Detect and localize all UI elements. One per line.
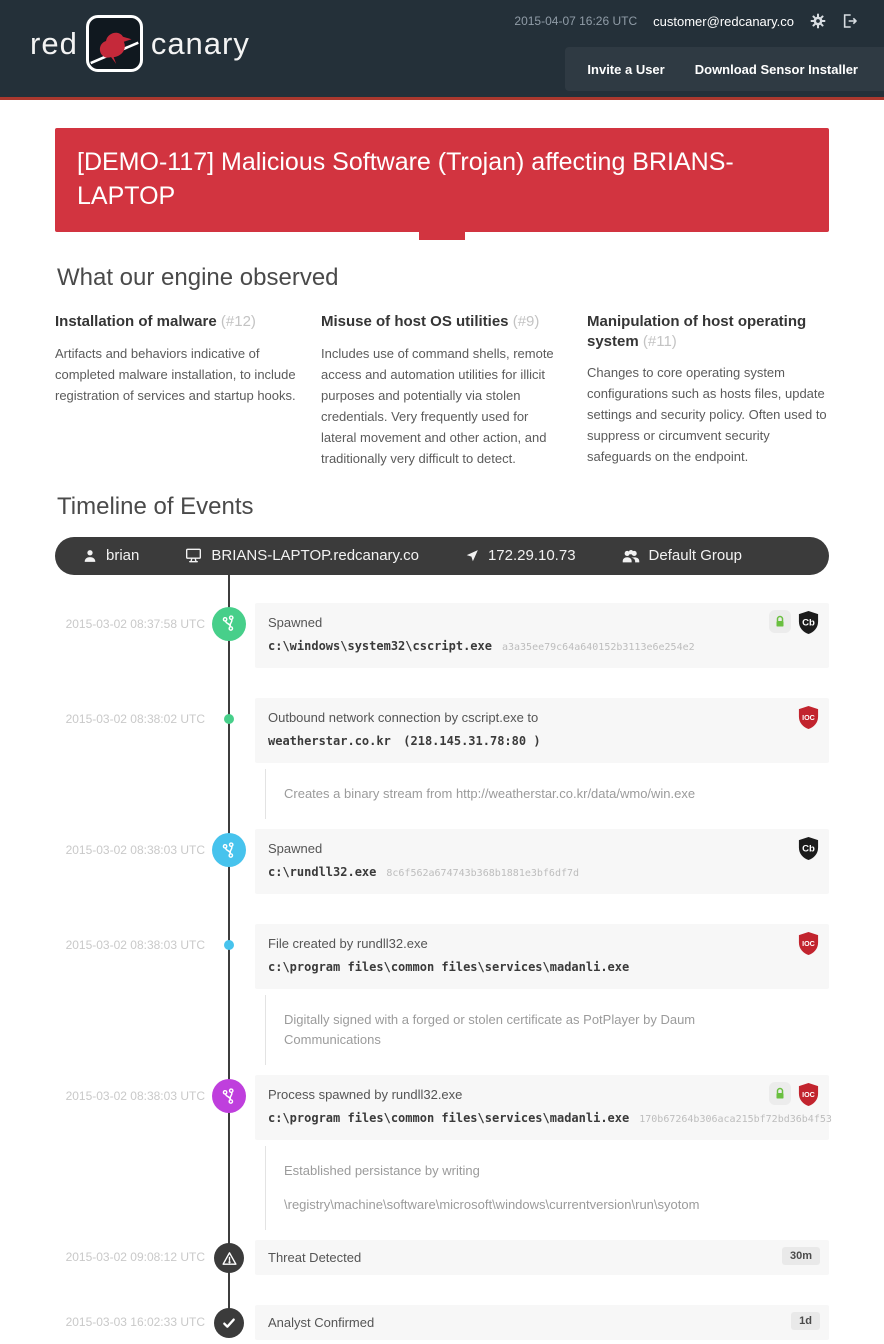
- note-text: Digitally signed with a forged or stolen certificate as PotPlayer by Daum Communications: [284, 1012, 696, 1047]
- note-text: Established persistance by writing: [284, 1163, 480, 1179]
- monitor-icon: [185, 548, 202, 563]
- lock-icon: [774, 615, 786, 628]
- category-count: (#11): [642, 332, 677, 350]
- top-header: [0, 0, 884, 100]
- settings-gear-icon[interactable]: [810, 13, 826, 29]
- event-card: [255, 1075, 832, 1140]
- logo-text-canary: canary: [150, 25, 250, 61]
- endpoint-ip-label: 172.29.10.73: [487, 547, 576, 565]
- svg-text:IOC: IOC: [802, 1091, 815, 1100]
- event-path: c:\program files\common files\services\madanli.exe: [268, 1111, 630, 1126]
- endpoint-group: [622, 547, 742, 564]
- timeline-heading: Timeline of Events: [57, 492, 254, 520]
- process-fork-icon: [212, 607, 246, 641]
- event-hash: 170b67264b306aca215bf72bd36b4f53: [639, 1114, 832, 1126]
- signed-lock-badge[interactable]: [769, 1082, 791, 1105]
- event-title: File created by rundll32.exe: [268, 936, 428, 952]
- timeline-event: [55, 1305, 829, 1340]
- event-timeline: [55, 603, 832, 1344]
- category-name: Installation of malware: [55, 313, 217, 330]
- file-event-dot: [224, 940, 234, 950]
- main-content: [55, 128, 832, 1344]
- ioc-badge[interactable]: [797, 1082, 820, 1107]
- event-path: c:\windows\system32\cscript.exe: [268, 638, 492, 653]
- category-description: Includes use of command shells, remote access and automation utilities for illicit purposes and potentially via stolen credentials. Very frequently used for lateral movement and other action, and traditionally very difficult to detect.: [321, 345, 554, 466]
- category-count: (#9): [512, 313, 540, 330]
- event-timestamp: 2015-03-02 08:38:02 UTC: [65, 711, 205, 726]
- users-group-icon: [622, 549, 640, 563]
- event-title: Threat Detected: [268, 1250, 362, 1266]
- logo-text-red: red: [30, 25, 78, 61]
- event-path: c:\program files\common files\services\madanli.exe: [268, 960, 630, 975]
- event-path: c:\rundll32.exe: [268, 865, 377, 880]
- event-card: [255, 698, 829, 763]
- timeline-event: [55, 924, 829, 1065]
- svg-text:IOC: IOC: [802, 940, 815, 949]
- event-card: [255, 1240, 829, 1275]
- download-sensor-installer-button[interactable]: Download Sensor Installer: [694, 61, 858, 77]
- timeline-event: [55, 603, 829, 668]
- header-utility-row: [514, 13, 858, 29]
- timeline-event: [55, 829, 829, 894]
- event-card: [255, 924, 829, 989]
- observed-section: [55, 264, 829, 469]
- timeline-event: [55, 1075, 832, 1230]
- event-note: [265, 995, 737, 1065]
- event-timestamp: 2015-03-02 08:38:03 UTC: [65, 1089, 205, 1104]
- event-hash: a3a35ee79c64a640152b3113e6e254e2: [501, 641, 695, 653]
- confirmed-check-icon: [214, 1308, 244, 1338]
- event-note: [265, 1146, 737, 1230]
- category-name: Misuse of host OS utilities: [321, 313, 509, 330]
- process-fork-icon: [212, 1079, 246, 1113]
- event-note: [265, 769, 737, 820]
- banner-notch: [419, 232, 465, 240]
- event-hash: 8c6f562a674743b368b1881e3bf6df7d: [386, 868, 580, 880]
- event-title: Spawned: [268, 841, 323, 857]
- event-domain: weatherstar.co.kr: [268, 733, 391, 748]
- account-email-link[interactable]: customer@redcanary.co: [653, 13, 794, 29]
- ioc-badge[interactable]: [797, 705, 820, 730]
- carbon-black-badge[interactable]: [797, 836, 820, 861]
- svg-text:IOC: IOC: [802, 713, 815, 722]
- process-fork-icon: [212, 833, 246, 867]
- carbon-black-badge[interactable]: [797, 610, 820, 635]
- category-description: Changes to core operating system configurations such as hosts files, update settings and security policy. Often used to suppress or circumvent security safeguards on the endpoint.: [587, 365, 827, 465]
- endpoint-hostname-label: BRIANS-LAPTOP.redcanary.co: [211, 547, 419, 565]
- elapsed-time-badge: 30m: [782, 1247, 820, 1265]
- category-description: Artifacts and behaviors indicative of completed malware installation, to include registration of services and startup hooks.: [55, 345, 296, 403]
- event-timestamp: 2015-03-02 08:38:03 UTC: [65, 938, 205, 953]
- note-text: Creates a binary stream from http://weatherstar.co.kr/data/wmo/win.exe: [284, 785, 696, 801]
- timeline-event: [55, 698, 829, 820]
- invite-user-button[interactable]: Invite a User: [587, 61, 665, 77]
- event-timestamp: 2015-03-02 09:08:12 UTC: [65, 1250, 205, 1265]
- event-title: Process spawned by rundll32.exe: [268, 1087, 463, 1103]
- event-card: [255, 1305, 829, 1340]
- header-nav: [565, 47, 884, 91]
- incident-title: [DEMO-117] Malicious Software (Trojan) affecting BRIANS-LAPTOP: [77, 148, 734, 210]
- endpoint-user: [83, 547, 139, 564]
- current-datetime: 2015-04-07 16:26 UTC: [514, 14, 638, 28]
- observed-heading: What our engine observed: [57, 264, 339, 291]
- ioc-badge[interactable]: [797, 931, 820, 956]
- elapsed-time-badge: 1d: [791, 1312, 820, 1330]
- event-card: [255, 829, 829, 894]
- timeline-event: [55, 1240, 829, 1275]
- signed-lock-badge[interactable]: [769, 610, 791, 633]
- note-registry-path: \registry\machine\software\microsoft\windows\currentversion\run\syotom: [284, 1196, 700, 1212]
- event-title: Outbound network connection by cscript.exe to: [268, 709, 539, 725]
- event-timestamp: 2015-03-02 08:37:58 UTC: [65, 616, 205, 631]
- location-arrow-icon: [465, 549, 479, 563]
- svg-text:Cb: Cb: [802, 617, 815, 629]
- endpoint-group-label: Default Group: [648, 547, 742, 565]
- observed-category: [321, 308, 563, 469]
- event-card: [255, 603, 829, 668]
- endpoint-hostname: [185, 547, 419, 564]
- endpoint-ip: [465, 547, 576, 564]
- endpoint-meta-bar: [55, 537, 829, 575]
- observed-category: [587, 308, 829, 469]
- redcanary-logo[interactable]: [30, 15, 250, 72]
- event-timestamp: 2015-03-03 16:02:33 UTC: [65, 1315, 205, 1330]
- sign-out-icon[interactable]: [842, 13, 858, 29]
- svg-text:Cb: Cb: [802, 843, 815, 855]
- event-ip-port: (218.145.31.78:80 ): [403, 733, 541, 748]
- observed-category: [55, 308, 297, 469]
- event-title: Analyst Confirmed: [268, 1315, 375, 1331]
- user-icon: [83, 549, 97, 563]
- canary-bird-icon: [86, 15, 143, 72]
- endpoint-user-label: brian: [106, 547, 140, 565]
- event-timestamp: 2015-03-02 08:38:03 UTC: [65, 843, 205, 858]
- category-name: Manipulation of host operating system: [587, 313, 807, 350]
- threat-alert-icon: [214, 1243, 244, 1273]
- lock-icon: [774, 1087, 786, 1100]
- incident-title-banner: [55, 128, 829, 232]
- network-event-dot: [224, 714, 234, 724]
- event-title: Spawned: [268, 614, 323, 630]
- category-count: (#12): [220, 313, 256, 330]
- timeline-section: [55, 492, 832, 1344]
